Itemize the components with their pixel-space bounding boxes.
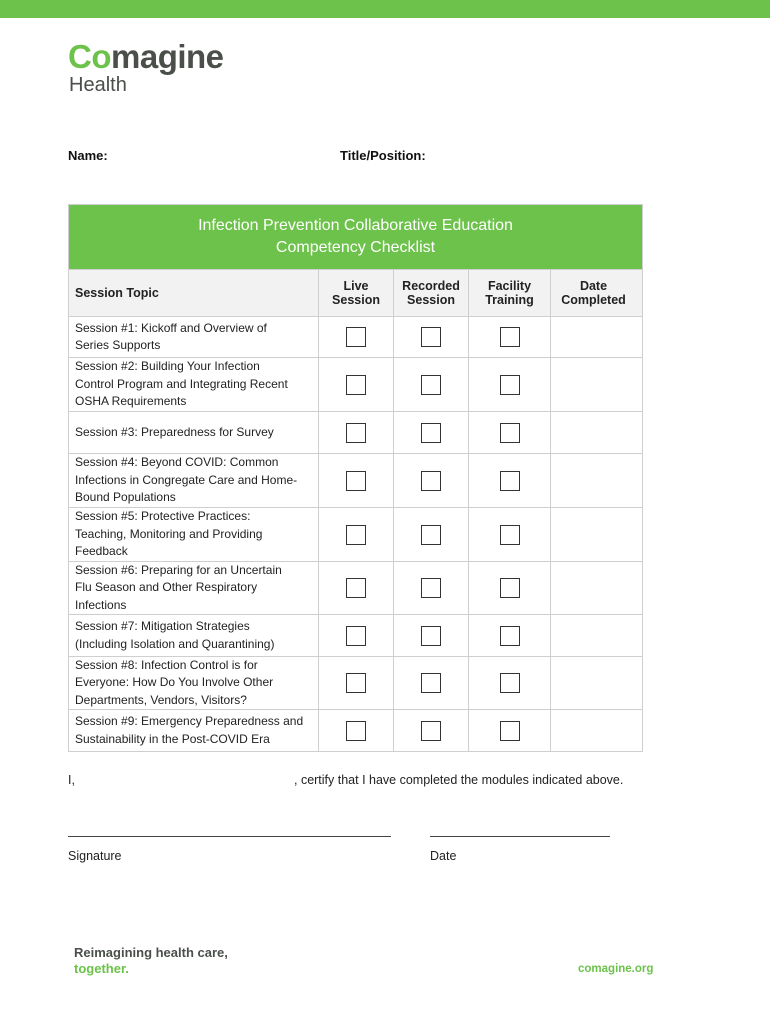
session-topic-line: Feedback [75, 544, 128, 559]
session-topic-line: Control Program and Integrating Recent [75, 376, 288, 391]
live-session-checkbox[interactable] [346, 525, 366, 545]
tagline-line1: Reimagining health care, [74, 945, 228, 960]
facility-cell [468, 562, 550, 614]
facility-training-checkbox[interactable] [500, 721, 520, 741]
session-topic [69, 562, 318, 614]
session-row [69, 709, 642, 751]
session-row [69, 656, 642, 709]
session-topic-line: Everyone: How Do You Involve Other [75, 675, 274, 690]
checklist-title-banner [69, 205, 642, 269]
session-topic-line: Series Supports [75, 338, 161, 352]
session-topic-line: Infections in Congregate Care and Home- [75, 472, 298, 487]
date-line[interactable] [430, 836, 610, 837]
title-position-label: Title/Position: [340, 148, 426, 163]
facility-cell [468, 657, 550, 709]
date-completed-cell[interactable] [550, 358, 636, 411]
recorded-session-checkbox[interactable] [421, 471, 441, 491]
live-cell [318, 657, 393, 709]
live-cell [318, 710, 393, 751]
logo-wordmark: Comagine [68, 38, 224, 75]
session-topic-line: OSHA Requirements [75, 394, 187, 409]
brand-top-bar [0, 0, 770, 18]
session-topic-line: Session #7: Mitigation Strategies [75, 619, 250, 633]
header-live-session: Live Session [318, 270, 393, 316]
session-rows [69, 316, 642, 751]
comagine-health-logo [68, 40, 238, 100]
facility-training-checkbox[interactable] [500, 327, 520, 347]
live-session-checkbox[interactable] [346, 721, 366, 741]
date-completed-cell[interactable] [550, 317, 636, 357]
session-topic-line: Session #1: Kickoff and Overview of [75, 320, 267, 335]
session-row [69, 507, 642, 561]
live-session-checkbox[interactable] [346, 626, 366, 646]
session-topic [69, 615, 318, 656]
date-completed-cell[interactable] [550, 710, 636, 751]
signature-line[interactable] [68, 836, 391, 837]
facility-training-checkbox[interactable] [500, 525, 520, 545]
facility-cell [468, 412, 550, 453]
logo-subtitle: Health [69, 74, 127, 96]
session-topic-line: Bound Populations [75, 490, 176, 505]
header-session-topic: Session Topic [75, 286, 159, 300]
date-completed-cell[interactable] [550, 454, 636, 507]
session-topic-line: Session #2: Building Your Infection [75, 359, 260, 374]
session-row [69, 316, 642, 357]
session-topic-line: Teaching, Monitoring and Providing [75, 526, 263, 541]
session-row [69, 614, 642, 656]
facility-cell [468, 710, 550, 751]
recorded-cell [393, 412, 468, 453]
session-topic-line: Departments, Vendors, Visitors? [75, 692, 247, 707]
session-topic [69, 454, 318, 507]
date-completed-cell[interactable] [550, 562, 636, 614]
recorded-cell [393, 562, 468, 614]
live-cell [318, 317, 393, 357]
session-row [69, 561, 642, 614]
recorded-session-checkbox[interactable] [421, 423, 441, 443]
facility-training-checkbox[interactable] [500, 578, 520, 598]
session-topic-line: Infections [75, 597, 127, 612]
live-session-checkbox[interactable] [346, 578, 366, 598]
checklist-title-line2: Competency Checklist [275, 239, 436, 256]
session-row [69, 411, 642, 453]
recorded-cell [393, 508, 468, 561]
tagline-line2: together. [74, 961, 129, 976]
signature-label: Signature [68, 849, 122, 863]
facility-training-checkbox[interactable] [500, 471, 520, 491]
facility-training-checkbox[interactable] [500, 375, 520, 395]
header-facility-training: Facility Training [468, 270, 550, 316]
session-topic-line: Sustainability in the Post-COVID Era [75, 731, 270, 746]
footer-tagline [74, 945, 228, 977]
footer-url[interactable]: comagine.org [578, 963, 654, 975]
recorded-cell [393, 317, 468, 357]
live-cell [318, 562, 393, 614]
facility-cell [468, 615, 550, 656]
session-topic [69, 412, 318, 453]
session-topic-line: Session #5: Protective Practices: [75, 509, 251, 524]
session-topic-line: Session #8: Infection Control is for [75, 657, 258, 672]
date-label: Date [430, 849, 457, 863]
date-completed-cell[interactable] [550, 508, 636, 561]
live-session-checkbox[interactable] [346, 327, 366, 347]
certification-prefix: I, [68, 773, 75, 787]
facility-training-checkbox[interactable] [500, 423, 520, 443]
certification-statement: , certify that I have completed the modules indicated above. [294, 773, 624, 787]
live-cell [318, 358, 393, 411]
name-label: Name: [68, 148, 108, 163]
recorded-cell [393, 710, 468, 751]
live-cell [318, 508, 393, 561]
recorded-session-checkbox[interactable] [421, 525, 441, 545]
session-row [69, 453, 642, 507]
checklist-header-row [69, 269, 642, 316]
competency-checklist-table [68, 204, 643, 752]
recorded-session-checkbox[interactable] [421, 673, 441, 693]
facility-cell [468, 317, 550, 357]
live-session-checkbox[interactable] [346, 471, 366, 491]
facility-training-checkbox[interactable] [500, 673, 520, 693]
facility-cell [468, 508, 550, 561]
date-completed-cell[interactable] [550, 657, 636, 709]
session-topic-line: Flu Season and Other Respiratory [75, 580, 258, 595]
live-session-checkbox[interactable] [346, 375, 366, 395]
date-completed-cell[interactable] [550, 615, 636, 656]
header-recorded-session: Recorded Session [393, 270, 468, 316]
session-topic-line: Session #9: Emergency Preparedness and [75, 714, 304, 728]
session-topic-line: Session #6: Preparing for an Uncertain [75, 562, 282, 577]
session-topic [69, 657, 318, 709]
live-session-checkbox[interactable] [346, 673, 366, 693]
checklist-title-line1: Infection Prevention Collaborative Education [198, 217, 513, 234]
live-cell [318, 454, 393, 507]
date-completed-cell[interactable] [550, 412, 636, 453]
recorded-session-checkbox[interactable] [421, 375, 441, 395]
session-topic [69, 358, 318, 411]
facility-cell [468, 454, 550, 507]
recorded-session-checkbox[interactable] [421, 626, 441, 646]
session-row [69, 357, 642, 411]
session-topic-line: Session #3: Preparedness for Survey [75, 424, 274, 439]
facility-training-checkbox[interactable] [500, 626, 520, 646]
session-topic-line: (Including Isolation and Quarantining) [75, 636, 275, 651]
facility-cell [468, 358, 550, 411]
live-cell [318, 412, 393, 453]
session-topic [69, 508, 318, 561]
recorded-session-checkbox[interactable] [421, 578, 441, 598]
session-topic [69, 710, 318, 751]
header-date-completed: Date Completed [550, 270, 636, 316]
recorded-session-checkbox[interactable] [421, 721, 441, 741]
recorded-cell [393, 615, 468, 656]
live-session-checkbox[interactable] [346, 423, 366, 443]
recorded-cell [393, 358, 468, 411]
recorded-cell [393, 454, 468, 507]
session-topic [69, 317, 318, 357]
live-cell [318, 615, 393, 656]
session-topic-line: Session #4: Beyond COVID: Common [75, 455, 279, 470]
recorded-cell [393, 657, 468, 709]
recorded-session-checkbox[interactable] [421, 327, 441, 347]
